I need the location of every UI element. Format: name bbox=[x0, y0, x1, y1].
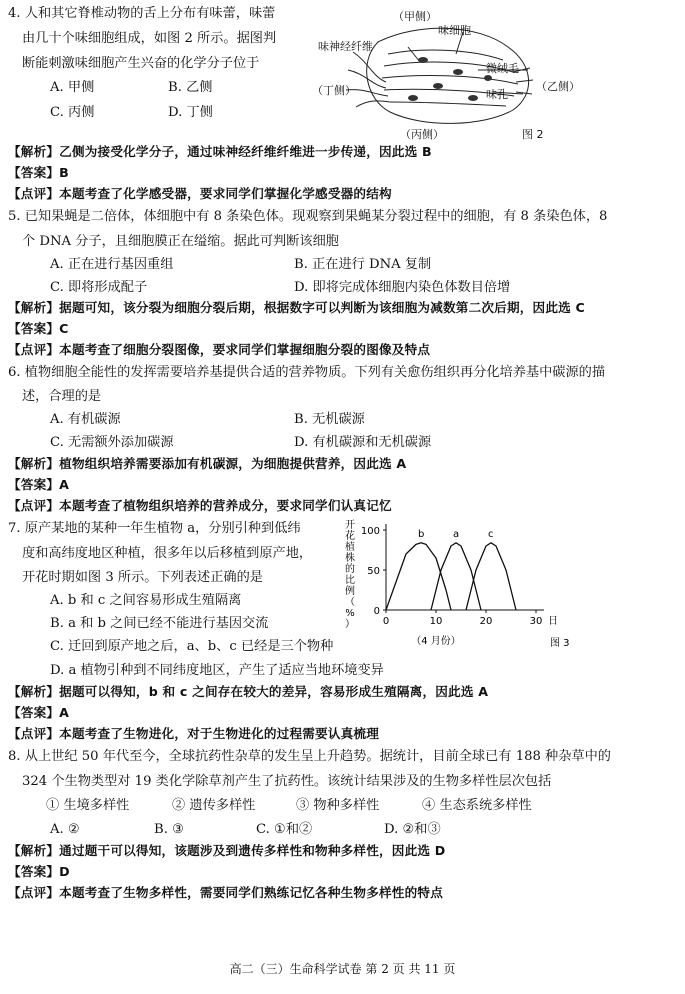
q5-comment: 【点评】本题考查了细胞分裂图像，要求同学们掌握细胞分裂的图像及特点 bbox=[8, 342, 431, 357]
label-jia-side: （甲侧） bbox=[393, 10, 437, 23]
label-bing-side: （丙侧） bbox=[400, 128, 444, 141]
q8-answer: 【答案】D bbox=[8, 864, 70, 879]
series-line-a bbox=[431, 543, 481, 610]
q7-stem-line1: 7. 原产某地的某种一年生植物 a，分别引种到低纬 bbox=[8, 521, 301, 536]
x-tick-label: 0 bbox=[382, 616, 390, 627]
label-taste-nerve-fiber: 味神经纤维 bbox=[318, 40, 373, 53]
figure2-caption: 图 2 bbox=[522, 128, 544, 141]
y-axis-label-char: 比 bbox=[345, 575, 355, 586]
q6-stem-line1: 6. 植物细胞全能性的发挥需要培养基提供合适的营养物质。下列有关愈伤组织再分化培养基中碳源的描 bbox=[8, 365, 606, 380]
y-axis-label-char: 的 bbox=[345, 564, 355, 575]
x-tick-label: 20 bbox=[479, 616, 493, 627]
label-taste-cell: 味细胞 bbox=[438, 24, 471, 37]
x-tick-label: 30 bbox=[529, 616, 543, 627]
q8-option-c: C. ①和② bbox=[256, 822, 313, 837]
q7-option-b: B. a 和 b 之间已经不能进行基因交流 bbox=[50, 616, 269, 631]
figure3-caption: 图 3 bbox=[550, 638, 570, 649]
flowering-chart bbox=[340, 518, 580, 658]
q8-item-1: ① 生境多样性 bbox=[46, 798, 130, 813]
q7-answer: 【答案】A bbox=[8, 705, 70, 720]
q8-option-d: D. ②和③ bbox=[384, 822, 441, 837]
x-tick-label: 10 bbox=[429, 616, 443, 627]
q5-stem-line2: 个 DNA 分子，且细胞膜正在缢缩。据此可判断该细胞 bbox=[22, 234, 339, 249]
y-axis-label-char: % bbox=[345, 608, 355, 619]
label-taste-pore: 味孔 bbox=[486, 88, 508, 101]
q6-option-d: D. 有机碳源和无机碳源 bbox=[294, 435, 432, 450]
y-axis-label-char: （ bbox=[345, 597, 355, 608]
q4-stem-line2: 由几十个味细胞组成，如图 2 所示。据图判 bbox=[22, 31, 277, 46]
y-tick-label: 0 bbox=[373, 606, 380, 617]
q4-stem-line3: 断能刺激味细胞产生兴奋的化学分子位于 bbox=[22, 56, 260, 71]
series-label-a: a bbox=[453, 528, 460, 540]
q8-item-3: ③ 物种多样性 bbox=[296, 798, 380, 813]
q7-stem-line2: 度和高纬度地区种植，很多年以后移植到原产地， bbox=[22, 546, 313, 561]
y-axis-label-char: 植 bbox=[345, 542, 355, 553]
y-tick-label: 50 bbox=[367, 566, 380, 577]
q7-comment: 【点评】本题考查了生物进化，对于生物进化的过程需要认真梳理 bbox=[8, 726, 380, 741]
q5-option-a: A. 正在进行基因重组 bbox=[50, 257, 174, 272]
q4-option-d: D. 丁侧 bbox=[168, 105, 213, 120]
y-axis-label-char: 例 bbox=[345, 586, 355, 597]
series-label-b: b bbox=[418, 528, 425, 540]
label-microvilli: 微绒毛 bbox=[486, 62, 519, 75]
q7-option-c: C. 迁回到原产地之后，a、b、c 已经是三个物种 bbox=[50, 639, 334, 654]
y-axis-label-char: 花 bbox=[345, 531, 355, 542]
q8-option-b: B. ③ bbox=[154, 822, 184, 837]
q5-stem-line1: 5. 已知果蝇是二倍体，体细胞中有 8 条染色体。现观察到果蝇某分裂过程中的细胞，有 8 条染色体，8 bbox=[8, 209, 608, 224]
label-yi-side: （乙侧） bbox=[536, 80, 580, 93]
q8-analysis: 【解析】通过题干可以得知，该题涉及到遗传多样性和物种多样性，因此选 D bbox=[8, 843, 446, 858]
q5-answer: 【答案】C bbox=[8, 321, 69, 336]
q8-option-a: A. ② bbox=[50, 822, 80, 837]
q4-option-b: B. 乙侧 bbox=[168, 80, 213, 95]
q6-option-b: B. 无机碳源 bbox=[294, 412, 365, 427]
series-label-c: c bbox=[488, 528, 494, 540]
x-axis-title: （4 月份） bbox=[411, 636, 461, 647]
y-axis-label-char: 株 bbox=[345, 553, 355, 564]
q4-analysis: 【解析】乙侧为接受化学分子，通过味神经纤维纤维进一步传递，因此选 B bbox=[8, 144, 432, 159]
q4-option-a: A. 甲侧 bbox=[50, 80, 95, 95]
q4-comment: 【点评】本题考查了化学感受器，要求同学们掌握化学感受器的结构 bbox=[8, 186, 392, 201]
y-axis-label-char: 开 bbox=[345, 520, 355, 531]
q7-option-d: D. a 植物引种到不同纬度地区，产生了适应当地环境变异 bbox=[50, 663, 384, 678]
x-unit-label: 日 bbox=[548, 616, 558, 627]
label-ding-side: （丁侧） bbox=[312, 84, 356, 97]
q8-stem-line2: 324 个生物类型对 19 类化学除草剂产生了抗药性。该统计结果涉及的生物多样性层次包括 bbox=[22, 774, 552, 789]
q6-answer: 【答案】A bbox=[8, 477, 70, 492]
q6-analysis: 【解析】植物组织培养需要添加有机碳源，为细胞提供营养，因此选 A bbox=[8, 456, 407, 471]
q8-item-4: ④ 生态系统多样性 bbox=[422, 798, 532, 813]
series-line-b bbox=[386, 543, 451, 610]
q8-item-2: ② 遗传多样性 bbox=[172, 798, 256, 813]
q5-analysis: 【解析】据题可知，该分裂为细胞分裂后期，根据数字可以判断为该细胞为减数第二次后期，因此选 C bbox=[8, 300, 585, 315]
flowering-chart-svg bbox=[340, 518, 580, 658]
page-footer: 高二（三）生命科学试卷 第 2 页 共 11 页 bbox=[229, 962, 456, 976]
series-line-c bbox=[466, 543, 516, 610]
q4-answer: 【答案】B bbox=[8, 165, 69, 180]
q4-stem-line1: 4. 人和其它脊椎动物的舌上分布有味蕾，味蕾 bbox=[8, 6, 276, 21]
q6-option-a: A. 有机碳源 bbox=[50, 412, 121, 427]
y-tick-label: 100 bbox=[360, 526, 380, 537]
q8-comment: 【点评】本题考查了生物多样性，需要同学们熟练记忆各种生物多样性的特点 bbox=[8, 885, 443, 900]
q5-option-d: D. 即将完成体细胞内染色体数目倍增 bbox=[294, 280, 511, 295]
q8-stem-line1: 8. 从上世纪 50 年代至今，全球抗药性杂草的发生呈上升趋势。据统计，目前全球已有 188 种杂草中的 bbox=[8, 749, 611, 764]
q6-option-c: C. 无需额外添加碳源 bbox=[50, 435, 174, 450]
q4-option-c: C. 丙侧 bbox=[50, 105, 95, 120]
y-axis-label-char: ） bbox=[345, 619, 355, 630]
taste-bud-figure bbox=[308, 2, 608, 142]
q6-stem-line2: 述，合理的是 bbox=[22, 389, 102, 404]
q7-stem-line3: 开花时期如图 3 所示。下列表述正确的是 bbox=[22, 570, 263, 585]
q7-analysis: 【解析】据题可以得知，b 和 c 之间存在较大的差异，容易形成生殖隔离，因此选 A bbox=[8, 684, 489, 699]
q5-option-c: C. 即将形成配子 bbox=[50, 280, 148, 295]
q6-comment: 【点评】本题考查了植物组织培养的营养成分，要求同学们认真记忆 bbox=[8, 498, 392, 513]
q7-option-a: A. b 和 c 之间容易形成生殖隔离 bbox=[50, 593, 242, 608]
q5-option-b: B. 正在进行 DNA 复制 bbox=[294, 257, 432, 272]
